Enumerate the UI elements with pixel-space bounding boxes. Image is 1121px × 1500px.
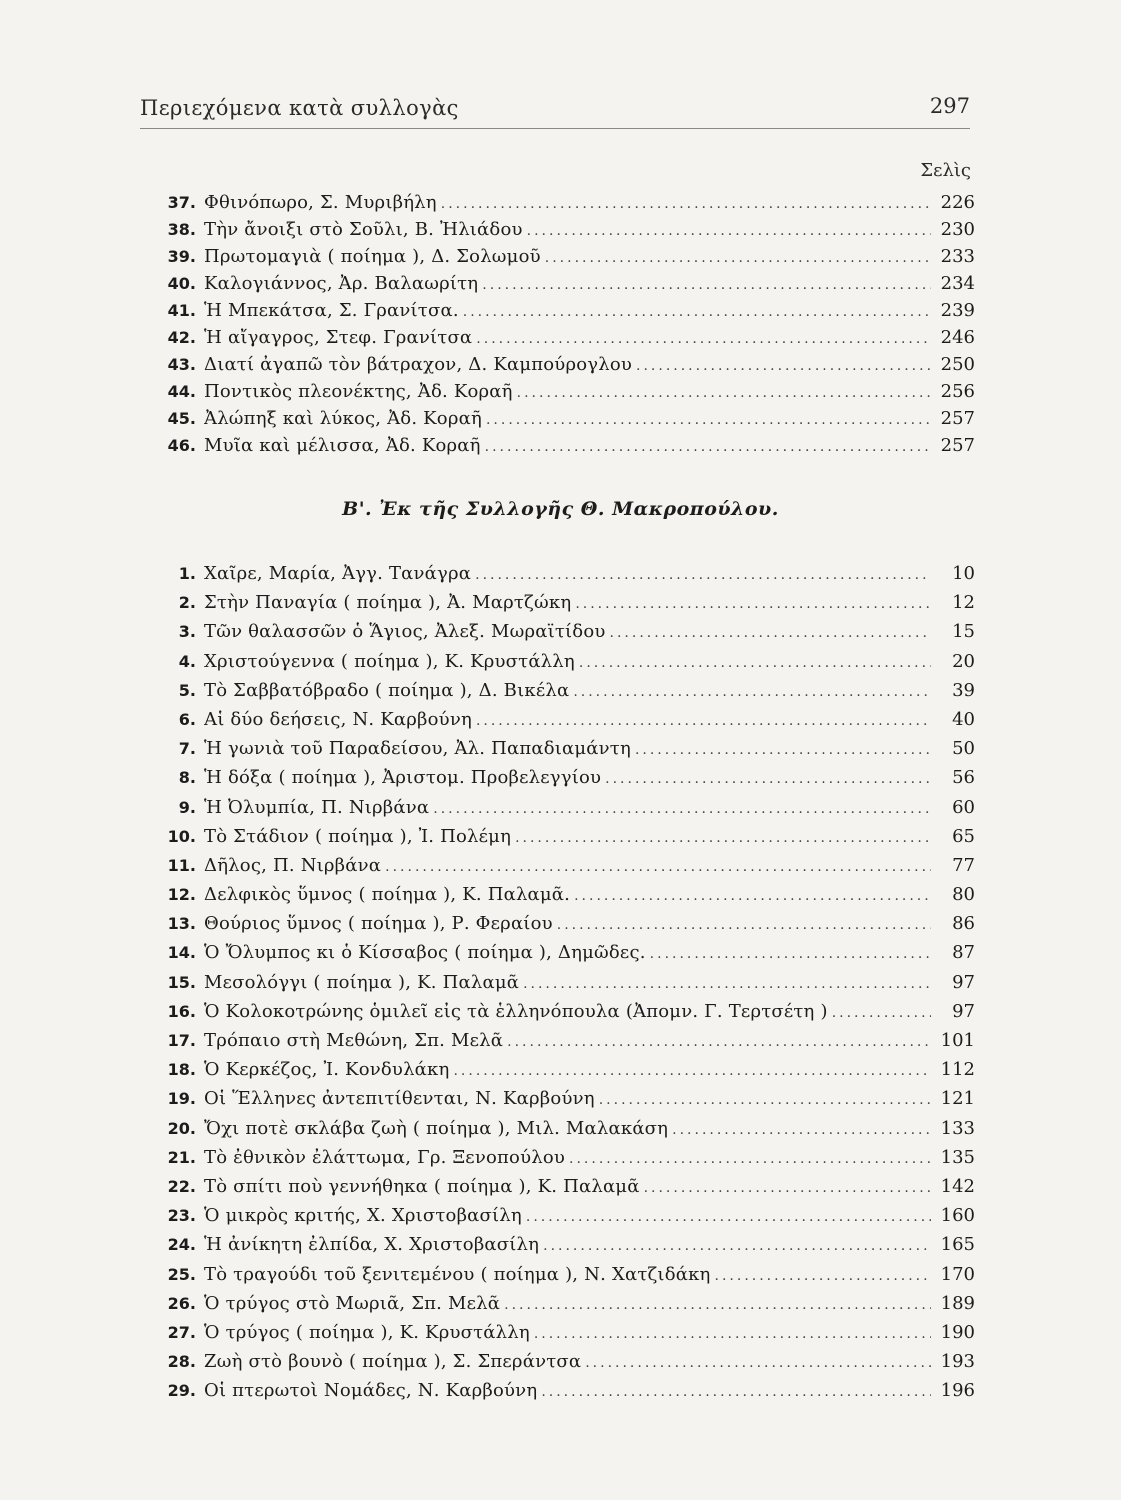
entry-page: 233 <box>940 246 975 267</box>
dot-leader <box>635 736 931 763</box>
page-number: 297 <box>929 94 970 118</box>
entry-number: 8. <box>178 768 196 788</box>
entry-page: 190 <box>940 1321 975 1343</box>
entry-title: Ὁ Κολοκοτρώνης ὁμιλεῖ εἰς τὰ ἑλληνόπουλα (Ἀπομν. Γ. Τερτσέτη ) <box>204 1000 828 1022</box>
entry-number: 38. <box>167 220 196 239</box>
entry-title: Τὸ σπίτι ποὺ γεννήθηκα ( ποίημα ), Κ. Παλαμᾶ <box>204 1175 640 1197</box>
entry-number: 28. <box>167 1352 196 1372</box>
entry-title: Ὄχι ποτὲ σκλάβα ζωὴ ( ποίημα ), Μιλ. Μαλακάση <box>204 1117 669 1139</box>
toc-entry <box>160 1172 975 1201</box>
entry-page: 15 <box>952 621 975 643</box>
toc-entry <box>160 1289 975 1318</box>
entry-title: Χριστούγεννα ( ποίημα ), Κ. Κρυστάλλη <box>204 650 575 672</box>
entry-number: 42. <box>167 328 196 347</box>
toc-entry <box>160 1260 975 1289</box>
toc-entry <box>160 997 975 1026</box>
entry-title: Δελφικὸς ὕμνος ( ποίημα ), Κ. Παλαμᾶ. <box>204 884 571 906</box>
entry-page: 80 <box>952 884 975 906</box>
entry-title: Ὁ τρύγος στὸ Μωριᾶ, Σπ. Μελᾶ <box>204 1292 501 1314</box>
entry-page: 77 <box>952 854 975 876</box>
entry-page: 257 <box>940 435 975 456</box>
toc-entry <box>160 297 975 324</box>
dot-leader <box>485 434 931 459</box>
dot-leader <box>832 999 931 1026</box>
entry-number: 27. <box>167 1322 196 1342</box>
dot-leader <box>644 1174 931 1201</box>
entry-title: Τὸ ἐθνικὸν ἐλάττωμα, Γρ. Ξενοπούλου <box>204 1146 566 1168</box>
entry-page: 133 <box>940 1117 975 1139</box>
entry-title: Θούριος ὕμνος ( ποίημα ), Ρ. Φεραίου <box>204 913 553 935</box>
toc-entry <box>160 1230 975 1259</box>
entry-title: Ὁ μικρὸς κριτής, Χ. Χριστοβασίλη <box>204 1205 522 1227</box>
dot-leader <box>504 1291 931 1318</box>
toc-entry <box>160 851 975 880</box>
entry-number: 46. <box>167 436 196 455</box>
dot-leader <box>545 245 931 270</box>
toc-entry <box>160 968 975 997</box>
dot-leader <box>523 970 931 997</box>
dot-leader <box>574 882 931 909</box>
entry-number: 43. <box>167 355 196 374</box>
toc-entry <box>160 405 975 432</box>
entry-page: 20 <box>952 650 975 672</box>
entry-page: 189 <box>940 1292 975 1314</box>
entry-page: 193 <box>940 1351 975 1373</box>
entry-page: 112 <box>940 1059 975 1081</box>
entry-title: Καλογιάννος, Ἀρ. Βαλαωρίτη <box>204 273 479 294</box>
section-heading: Β'. Ἐκ τῆς Συλλογῆς Θ. Μακροπούλου. <box>342 498 779 520</box>
entry-title: Ὁ τρύγος ( ποίημα ), Κ. Κρυστάλλη <box>204 1321 530 1343</box>
toc-section-a <box>160 189 975 459</box>
toc-entry <box>160 243 975 270</box>
entry-title: Ἡ Ὀλυμπία, Π. Νιρβάνα <box>204 796 430 818</box>
entry-title: Ἡ αἴγαγρος, Στεφ. Γρανίτσα <box>204 327 473 348</box>
dot-leader <box>441 191 931 216</box>
entry-number: 39. <box>167 247 196 266</box>
toc-entry <box>160 1055 975 1084</box>
dot-leader <box>557 911 931 938</box>
toc-entry <box>160 822 975 851</box>
entry-page: 56 <box>952 767 975 789</box>
entry-page: 97 <box>952 971 975 993</box>
toc-entry <box>160 588 975 617</box>
toc-entry <box>160 378 975 405</box>
entry-page: 230 <box>940 219 975 240</box>
dot-leader <box>526 1203 931 1230</box>
toc-section-b <box>160 559 975 1405</box>
entry-page: 12 <box>952 592 975 614</box>
entry-number: 18. <box>167 1060 196 1080</box>
toc-entry <box>160 351 975 378</box>
entry-page: 234 <box>940 273 975 294</box>
entry-number: 4. <box>178 651 196 671</box>
toc-entry <box>160 1084 975 1113</box>
entry-number: 44. <box>167 382 196 401</box>
entry-number: 23. <box>167 1206 196 1226</box>
page-column-label: Σελὶς <box>920 160 971 181</box>
dot-leader <box>453 1057 931 1084</box>
entry-number: 5. <box>178 680 196 700</box>
entry-title: Δῆλος, Π. Νιρβάνα <box>204 854 382 876</box>
toc-entry <box>160 617 975 646</box>
entry-page: 257 <box>940 408 975 429</box>
dot-leader <box>585 1349 931 1376</box>
dot-leader <box>476 707 931 734</box>
entry-page: 39 <box>952 679 975 701</box>
entry-page: 196 <box>940 1380 975 1402</box>
toc-entry <box>160 1114 975 1143</box>
entry-number: 10. <box>167 826 196 846</box>
entry-title: Διατί ἀγαπῶ τὸν βάτραχον, Δ. Καμπούρογλου <box>204 354 633 375</box>
entry-number: 16. <box>167 1001 196 1021</box>
entry-title: Τὸ Σαββατόβραδο ( ποίημα ), Δ. Βικέλα <box>204 679 570 701</box>
entry-number: 14. <box>167 943 196 963</box>
toc-entry <box>160 189 975 216</box>
dot-leader <box>527 218 931 243</box>
entry-number: 45. <box>167 409 196 428</box>
dot-leader <box>605 765 931 792</box>
entry-title: Ἡ γωνιὰ τοῦ Παραδείσου, Ἀλ. Παπαδιαμάντη <box>204 738 631 760</box>
entry-number: 24. <box>167 1235 196 1255</box>
dot-leader <box>715 1262 931 1289</box>
entry-page: 250 <box>940 354 975 375</box>
entry-title: Ἡ Μπεκάτσα, Σ. Γρανίτσα. <box>204 300 459 321</box>
entry-title: Τὸ Στάδιον ( ποίημα ), Ἰ. Πολέμη <box>204 825 512 847</box>
entry-title: Οἱ Ἕλληνες ἀντεπιτίθενται, Ν. Καρβούνη <box>204 1088 595 1110</box>
entry-page: 97 <box>952 1000 975 1022</box>
dot-leader <box>573 678 931 705</box>
entry-page: 246 <box>940 327 975 348</box>
entry-page: 256 <box>940 381 975 402</box>
entry-title: Ἡ δόξα ( ποίημα ), Ἀριστομ. Προβελεγγίου <box>204 767 602 789</box>
entry-page: 239 <box>940 300 975 321</box>
dot-leader <box>534 1320 931 1347</box>
entry-title: Ζωὴ στὸ βουνὸ ( ποίημα ), Σ. Σπεράντσα <box>204 1351 582 1373</box>
entry-page: 142 <box>940 1175 975 1197</box>
entry-page: 135 <box>940 1146 975 1168</box>
dot-leader <box>575 590 931 617</box>
entry-title: Ἡ ἀνίκητη ἐλπίδα, Χ. Χριστοβασίλη <box>204 1234 540 1256</box>
dot-leader <box>515 824 931 851</box>
toc-entry <box>160 1201 975 1230</box>
entry-page: 87 <box>952 942 975 964</box>
entry-title: Αἱ δύο δεήσεις, Ν. Καρβούνη <box>204 708 472 730</box>
entry-number: 26. <box>167 1293 196 1313</box>
entry-title: Ὁ Ὄλυμπος κι ὁ Κίσσαβος ( ποίημα ), Δημῶδες. <box>204 942 646 964</box>
entry-title: Οἱ πτερωτοὶ Νομάδες, Ν. Καρβούνη <box>204 1380 538 1402</box>
entry-page: 65 <box>952 825 975 847</box>
dot-leader <box>486 407 931 432</box>
entry-page: 170 <box>940 1263 975 1285</box>
entry-number: 11. <box>167 855 196 875</box>
entry-number: 9. <box>178 797 196 817</box>
dot-leader <box>476 326 931 351</box>
entry-title: Πρωτομαγιὰ ( ποίημα ), Δ. Σολωμοῦ <box>204 246 541 267</box>
entry-number: 41. <box>167 301 196 320</box>
toc-entry <box>160 793 975 822</box>
toc-entry <box>160 559 975 588</box>
entry-title: Τρόπαιο στὴ Μεθώνη, Σπ. Μελᾶ <box>204 1030 504 1051</box>
dot-leader <box>475 561 931 588</box>
dot-leader <box>650 940 931 967</box>
entry-title: Μεσολόγγι ( ποίημα ), Κ. Παλαμᾶ <box>204 971 520 993</box>
dot-leader <box>599 1086 931 1113</box>
entry-title: Ὁ Κερκέζος, Ἰ. Κονδυλάκη <box>204 1059 450 1081</box>
entry-page: 10 <box>952 563 975 584</box>
entry-number: 37. <box>167 193 196 212</box>
toc-entry <box>160 705 975 734</box>
entry-title: Στὴν Παναγία ( ποίημα ), Ἀ. Μαρτζώκη <box>204 592 572 614</box>
toc-entry <box>160 1347 975 1376</box>
entry-number: 7. <box>178 739 196 759</box>
entry-number: 6. <box>178 709 196 729</box>
entry-title: Τὸ τραγούδι τοῦ ξενιτεμένου ( ποίημα ), Ν. Χατζιδάκη <box>204 1263 711 1285</box>
entry-number: 21. <box>167 1147 196 1167</box>
page-header <box>140 92 970 129</box>
entry-page: 165 <box>940 1234 975 1256</box>
dot-leader <box>385 853 931 880</box>
entry-number: 13. <box>167 914 196 934</box>
dot-leader <box>579 649 931 676</box>
toc-entry <box>160 324 975 351</box>
dot-leader <box>569 1145 931 1172</box>
dot-leader <box>482 272 931 297</box>
entry-page: 40 <box>952 708 975 730</box>
entry-page: 60 <box>952 796 975 818</box>
dot-leader <box>636 353 931 378</box>
entry-number: 25. <box>167 1264 196 1284</box>
toc-entry <box>160 1026 975 1055</box>
running-title: Περιεχόμενα κατὰ συλλογὰς <box>140 96 459 120</box>
entry-page: 121 <box>940 1088 975 1110</box>
entry-number: 22. <box>167 1176 196 1196</box>
toc-entry <box>160 270 975 297</box>
toc-entry <box>160 763 975 792</box>
entry-number: 12. <box>167 885 196 905</box>
entry-page: 160 <box>940 1205 975 1227</box>
entry-page: 86 <box>952 913 975 935</box>
entry-number: 15. <box>167 972 196 992</box>
dot-leader <box>610 619 931 646</box>
toc-entry <box>160 938 975 967</box>
dot-leader <box>543 1232 931 1259</box>
dot-leader <box>517 380 931 405</box>
entry-number: 17. <box>167 1031 196 1050</box>
dot-leader <box>541 1378 931 1405</box>
toc-entry <box>160 734 975 763</box>
toc-entry <box>160 432 975 459</box>
entry-title: Ποντικὸς πλεονέκτης, Ἀδ. Κοραῆ <box>204 381 513 402</box>
toc-entry <box>160 1376 975 1405</box>
entry-number: 2. <box>178 593 196 613</box>
entry-number: 20. <box>167 1118 196 1138</box>
toc-entry <box>160 1318 975 1347</box>
entry-page: 101 <box>940 1030 975 1051</box>
dot-leader <box>507 1028 931 1055</box>
entry-page: 50 <box>952 738 975 760</box>
entry-number: 29. <box>167 1381 196 1401</box>
toc-entry <box>160 676 975 705</box>
entry-title: Τὴν ἄνοιξι στὸ Σοῦλι, Β. Ἠλιάδου <box>204 219 523 240</box>
toc-entry <box>160 647 975 676</box>
dot-leader <box>672 1116 931 1143</box>
entry-number: 3. <box>178 622 196 642</box>
toc-entry <box>160 216 975 243</box>
entry-number: 1. <box>178 564 196 583</box>
dot-leader <box>463 299 931 324</box>
entry-title: Ἀλώπηξ καὶ λύκος, Ἀδ. Κοραῆ <box>204 408 482 429</box>
entry-number: 19. <box>167 1089 196 1109</box>
toc-entry <box>160 909 975 938</box>
dot-leader <box>433 795 931 822</box>
entry-title: Μυῖα καὶ μέλισσα, Ἀδ. Κοραῆ <box>204 435 481 456</box>
entry-title: Φθινόπωρο, Σ. Μυριβήλη <box>204 192 437 213</box>
toc-entry <box>160 880 975 909</box>
entry-page: 226 <box>940 192 975 213</box>
toc-entry <box>160 1143 975 1172</box>
entry-title: Τῶν θαλασσῶν ὁ Ἅγιος, Ἀλεξ. Μωραϊτίδου <box>204 621 606 643</box>
entry-title: Χαῖρε, Μαρία, Ἀγγ. Τανάγρα <box>204 563 472 584</box>
entry-number: 40. <box>167 274 196 293</box>
